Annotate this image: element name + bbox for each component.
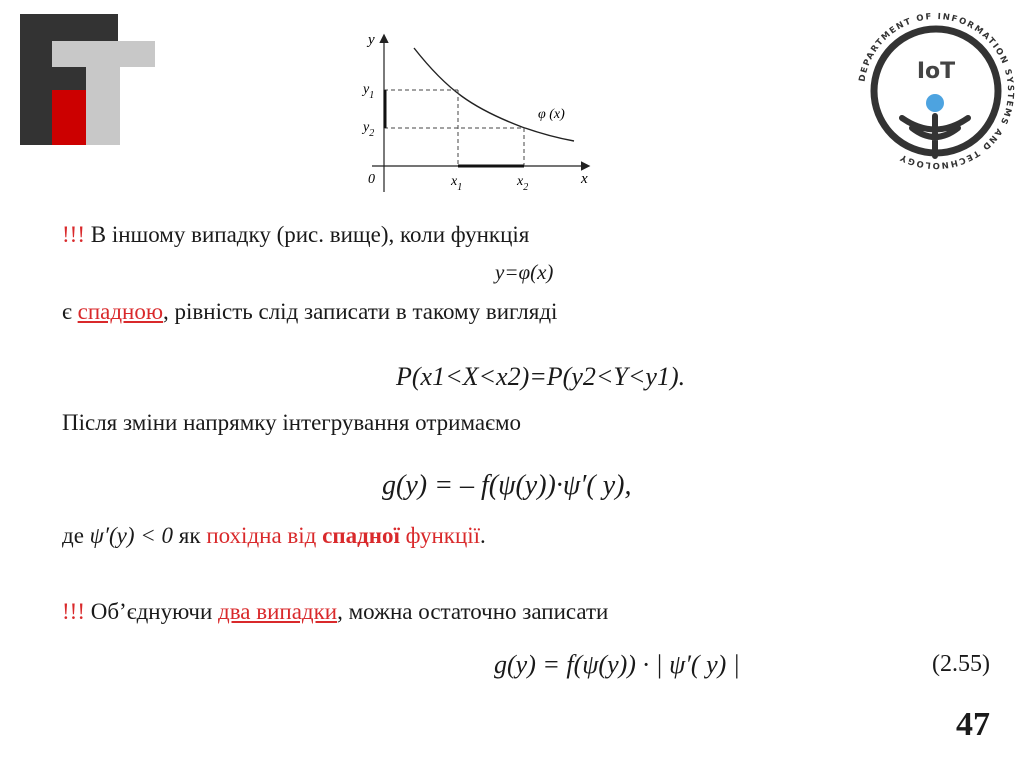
iot-ring-text: DEPARTMENT OF INFORMATION SYSTEMS AND TECHNOLOGY bbox=[857, 11, 1016, 171]
line-6-pre: Об’єднуючи bbox=[84, 599, 219, 624]
fit-logo bbox=[20, 14, 156, 148]
logo-red-block bbox=[52, 90, 86, 145]
formula-density-negative: g(y) = – f(ψ(y))·ψ′( y), bbox=[382, 470, 632, 501]
curve-label: φ (x) bbox=[538, 107, 565, 122]
line-5-math: ψ′(y) < 0 bbox=[89, 523, 174, 548]
equation-number: (2.55) bbox=[932, 651, 990, 677]
decreasing-word: спадною bbox=[77, 299, 164, 324]
line-3-pre: є bbox=[62, 299, 78, 324]
x2-label: $x_2$ bbox=[517, 174, 529, 193]
line-3-post: , рівність слід записати в такому вигляді bbox=[163, 299, 558, 324]
line-6-post: , можна остаточно записати bbox=[337, 599, 609, 624]
x-axis-label: x bbox=[581, 171, 588, 187]
page-number: 47 bbox=[956, 706, 990, 743]
text-line-3 bbox=[62, 300, 557, 323]
formula-final: g(y) = f(ψ(y)) · | ψ′( y) | bbox=[494, 650, 740, 679]
line-5-red-2: функції bbox=[399, 523, 481, 548]
y-axis-label: y bbox=[368, 32, 375, 48]
iot-dot-icon bbox=[926, 94, 944, 112]
two-cases-word: два випадки bbox=[218, 599, 338, 624]
exclaim-1: !!! bbox=[62, 222, 85, 247]
origin-label: 0 bbox=[368, 172, 375, 187]
iot-logo bbox=[852, 6, 1020, 176]
line-5-pre: де bbox=[62, 523, 90, 548]
formula-probability: P(x1<X<x2)=P(y2<Y<y1). bbox=[396, 362, 686, 391]
line-1-text: В іншому випадку (рис. вище), коли функція bbox=[84, 222, 530, 247]
curve-phi bbox=[414, 48, 574, 141]
text-line-6 bbox=[62, 600, 608, 623]
text-line-1 bbox=[62, 223, 529, 246]
formula-y-phi: y=φ(x) bbox=[495, 260, 554, 284]
text-line-5 bbox=[62, 524, 486, 547]
x1-label: $x_1$ bbox=[451, 174, 463, 193]
text-line-4: Після зміни напрямку інтегрування отримаємо bbox=[62, 410, 522, 435]
line-5-mid: як bbox=[173, 523, 207, 548]
line-5-red-bold: спадної bbox=[322, 523, 400, 548]
function-graph bbox=[352, 30, 602, 196]
exclaim-2: !!! bbox=[62, 599, 85, 624]
line-5-end: . bbox=[480, 523, 486, 548]
line-5-red-1: похідна від bbox=[206, 523, 323, 548]
y2-label: $y_2$ bbox=[363, 120, 375, 139]
logo-grey-stem bbox=[86, 41, 120, 145]
y1-label: $y_1$ bbox=[363, 82, 375, 101]
iot-text: IoT bbox=[916, 59, 956, 84]
